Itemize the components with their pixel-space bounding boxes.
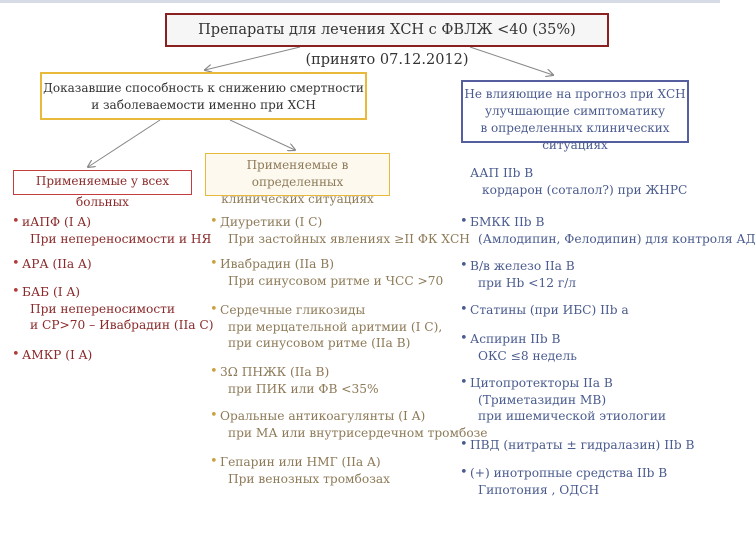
situations-header-line-2: клинических ситуациях: [221, 192, 374, 206]
symptomatic-line-1: Не влияющие на прогноз при ХСН: [464, 87, 686, 101]
list-item: [22, 347, 92, 364]
arrow-proven-to-all: [88, 120, 160, 167]
page-title: [165, 13, 609, 68]
list-item: [220, 256, 443, 289]
situations-header-line-1: Применяемые в определенных: [246, 158, 349, 189]
drug-name: • В/в железо IIa B: [470, 258, 576, 275]
list-item: [220, 302, 442, 352]
list-item: [470, 165, 687, 198]
list-item: [22, 256, 92, 273]
drug-note: ОКС ≤8 недель: [478, 348, 577, 363]
drug-note: при мерцательной аритмии (I C),: [228, 319, 443, 334]
arrow-proven-to-situations: [230, 120, 295, 150]
drug-note: При застойных явлениях ≥II ФК ХСН: [228, 231, 470, 246]
page-title-text: Препараты для лечения ХСН с ФВЛЖ <40 (35%) (принято 07.12.2012): [198, 22, 576, 68]
list-item: [220, 364, 379, 397]
drug-note: при ПИК или ФВ <35%: [228, 381, 379, 396]
list-item: [470, 258, 576, 291]
drug-note: при МА или внутрисердечном тромбозе: [228, 425, 488, 440]
drug-name: • Аспирин IIb B: [470, 331, 577, 348]
drug-name: ААП IIb B: [470, 166, 534, 180]
drug-name: • БМКК IIb B: [470, 214, 756, 231]
proven-line-2: и заболеваемости именно при ХСН: [91, 98, 316, 112]
drug-note: При синусовом ритме и ЧСС >70: [228, 273, 444, 288]
situations-box: [205, 153, 390, 206]
list-item: [470, 214, 756, 247]
list-item: [220, 408, 488, 441]
drug-note: Гипотония , ОДСН: [478, 482, 600, 497]
arrow-title-to-symptomatic: [470, 47, 553, 75]
drug-note: и СР>70 – Ивабрадин (IIa C): [30, 318, 214, 332]
drug-name: • БАБ (I A): [22, 284, 213, 301]
drug-note: при синусовом ритме (IIa B): [228, 336, 411, 350]
all-patients-header: Применяемые у всех больных: [35, 174, 170, 209]
list-item: [470, 375, 666, 425]
drug-name: • Диуретики (I C): [220, 214, 470, 231]
proven-mortality-box: [40, 72, 367, 120]
list-item: [470, 465, 667, 498]
drug-name: • иАПФ (I A): [22, 214, 211, 231]
drug-name: • Цитопротекторы IIa B: [470, 375, 666, 392]
drug-name: • Гепарин или НМГ (IIa A): [220, 454, 390, 471]
drug-name: • Статины (при ИБС) IIb a: [470, 302, 629, 319]
drug-note: при ишемической этиологии: [478, 409, 666, 423]
drug-note: при Hb <12 г/л: [478, 275, 577, 290]
proven-line-1: Доказавшие способность к снижению смертности: [43, 81, 364, 95]
drug-name: • АРА (IIa A): [22, 256, 92, 273]
drug-name: • 3Ω ПНЖК (IIa B): [220, 364, 379, 381]
list-item: [22, 284, 213, 334]
drug-name: • ПВД (нитраты ± гидралазин) IIb B: [470, 437, 694, 454]
drug-name: • Ивабрадин (IIa B): [220, 256, 443, 273]
drug-name: • Сердечные гликозиды: [220, 302, 442, 319]
list-item: [220, 214, 470, 247]
drug-note: кордарон (соталол?) при ЖНРС: [482, 182, 688, 197]
all-patients-box: [13, 170, 192, 209]
drug-name: • (+) инотропные средства IIb B: [470, 465, 667, 482]
drug-name: • Оральные антикоагулянты (I A): [220, 408, 488, 425]
symptomatic-line-3: в определенных клинических ситуациях: [480, 121, 670, 152]
drug-note: При непереносимости: [30, 301, 176, 316]
list-item: [22, 214, 211, 247]
list-item: [220, 454, 390, 487]
symptomatic-box: [461, 80, 689, 152]
drug-note: При непереносимости и НЯ: [30, 231, 212, 246]
symptomatic-line-2: улучшающие симптоматику: [484, 104, 666, 118]
drug-note: (Триметазидин МВ): [478, 392, 607, 407]
list-item: [470, 437, 694, 454]
arrow-title-to-proven: [205, 47, 300, 70]
drug-note: При венозных тромбозах: [228, 471, 391, 486]
drug-note: (Амлодипин, Фелодипин) для контроля АД: [478, 231, 756, 246]
drug-name: • АМКР (I A): [22, 347, 92, 364]
list-item: [470, 302, 629, 319]
list-item: [470, 331, 577, 364]
